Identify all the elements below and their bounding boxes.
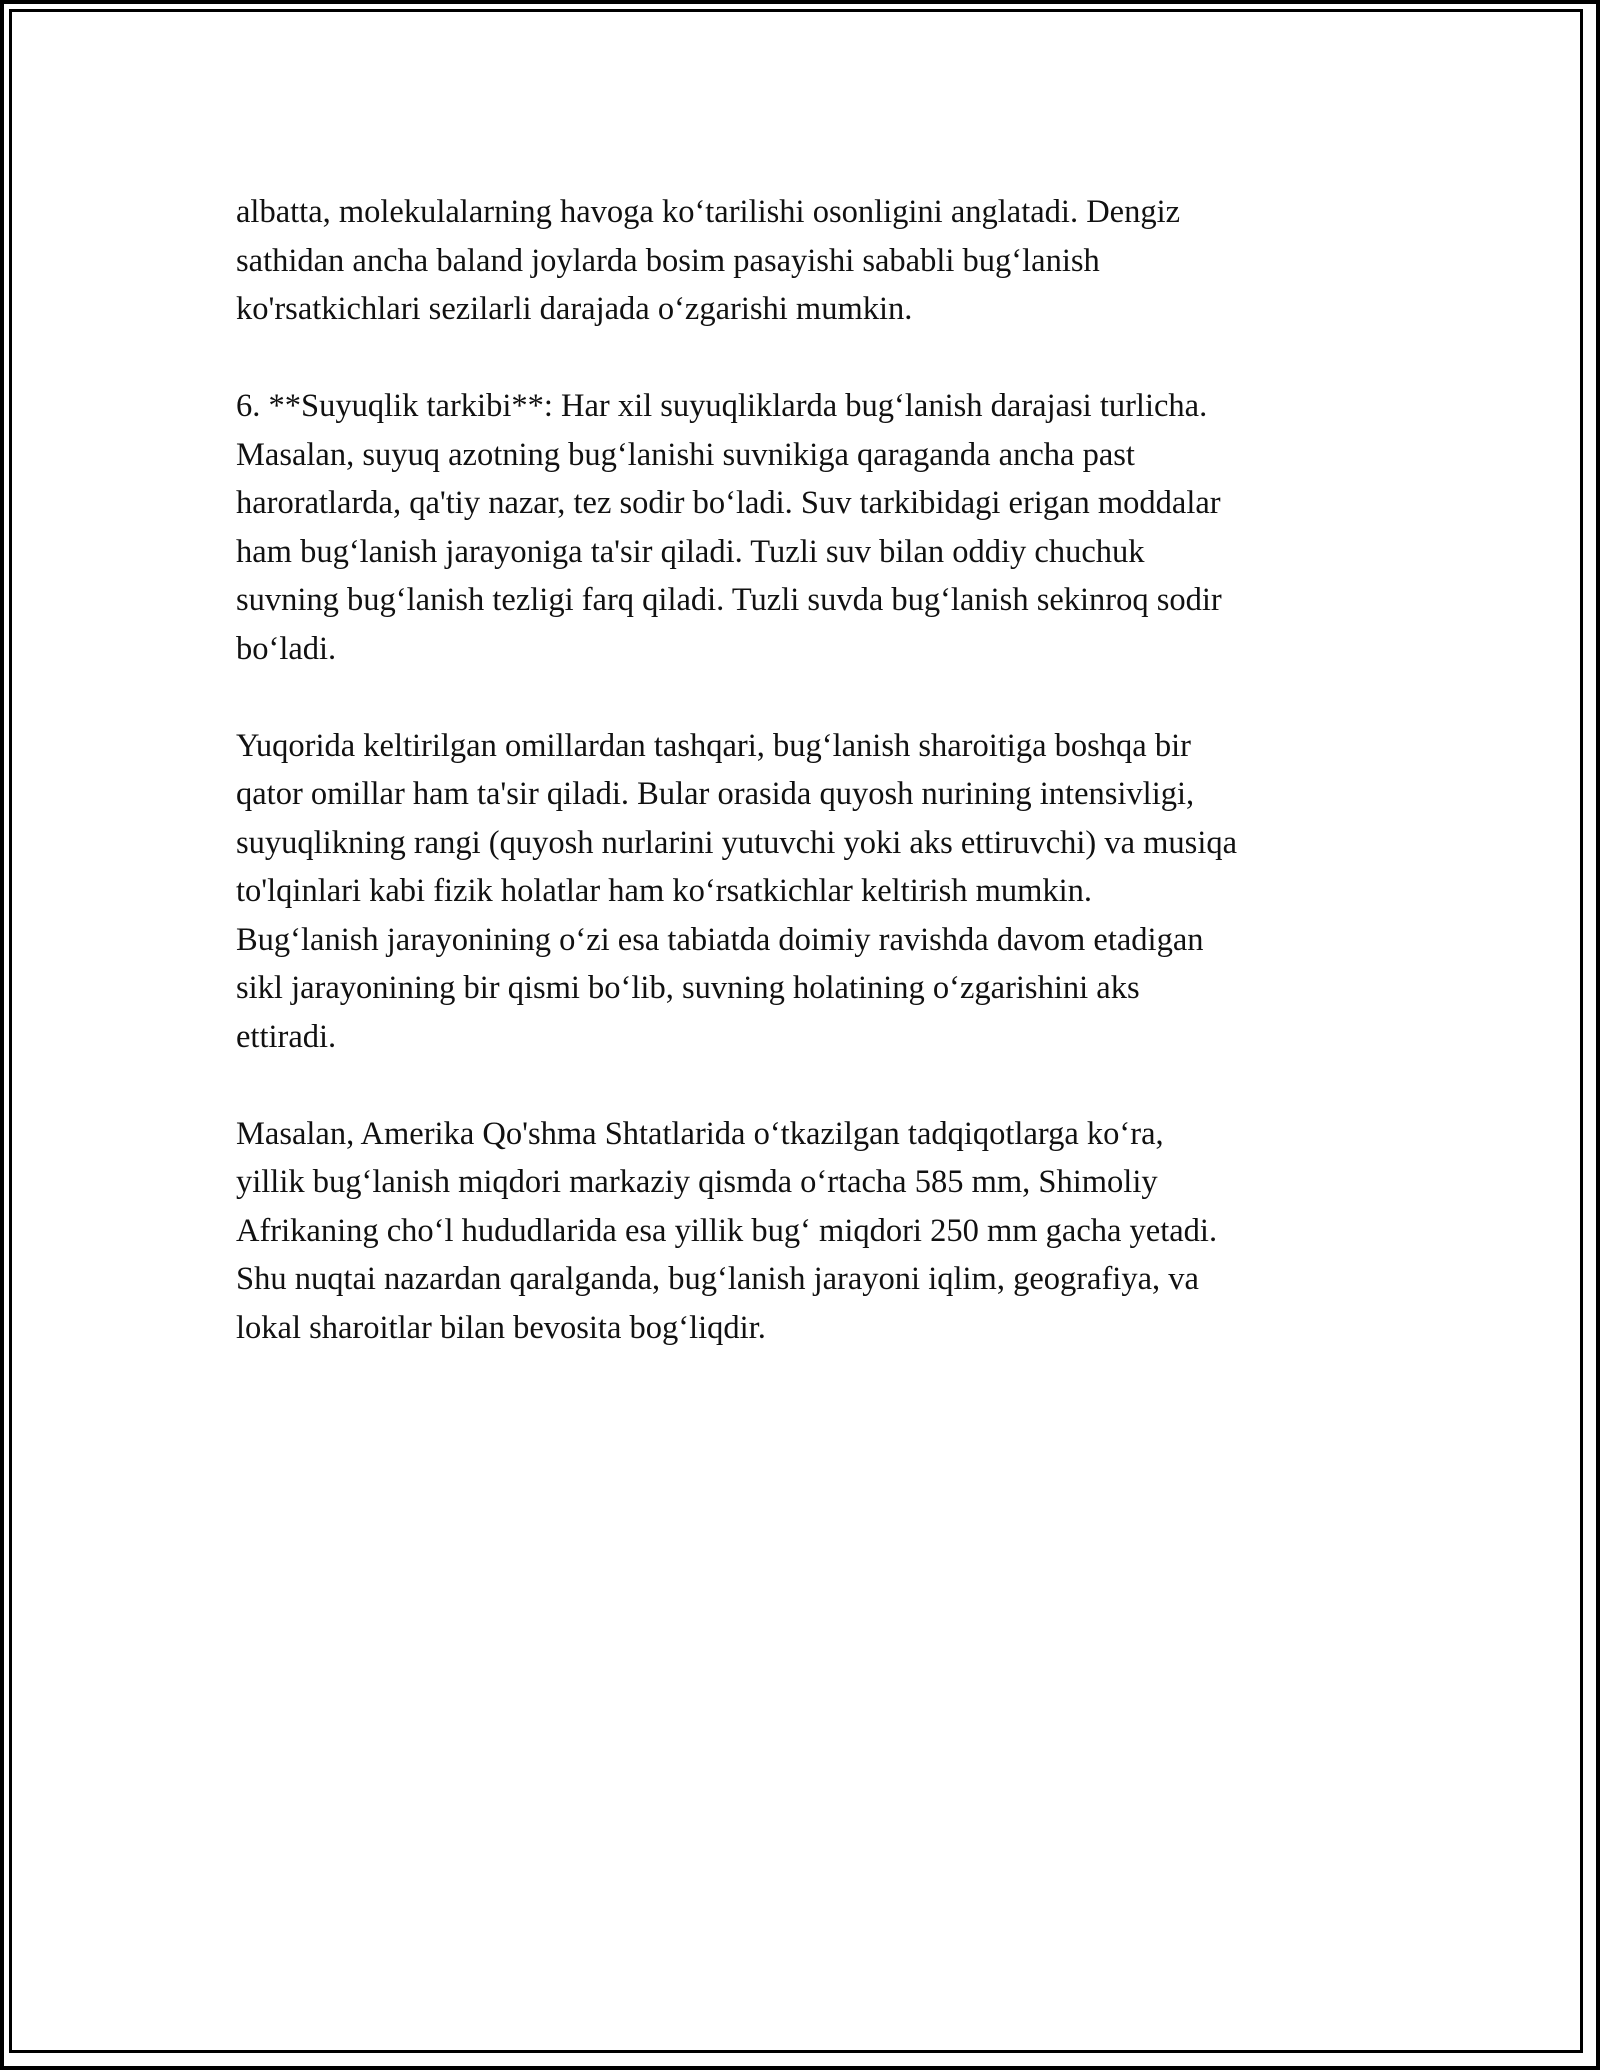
paragraph-examples: Masalan, Amerika Qo'shma Shtatlarida o‘tkazilgan tadqiqotlarga ko‘ra, yillik bug‘lanish miqdori markaziy qismda o‘rtacha 585 mm, Shimoliy Afrikaning cho‘l hududlarida esa yillik bug‘ miqdori 250 mm gacha yetadi. Shu nuqtai nazardan qaralganda, bug‘lanish jarayoni iqlim, geografiya, va lokal sharoitlar bilan bevosita bog‘liqdir. xyxy=(236,1115,1218,1346)
paragraph-other-factors: Yuqorida keltirilgan omillardan tashqari, bug‘lanish sharoitiga boshqa bir qator omillar ham ta'sir qiladi. Bular orasida quyosh nurining intensivligi, suyuqlikning rangi (quyosh nurlarini yutuvchi yoki aks ettiruvchi) va musiqa to'lqinlari kabi fizik holatlar ham ko‘rsatkichlar keltirish mumkin. Bug‘lanish jarayonining o‘zi esa tabiatda doimiy ravishda davom etadigan sikl jarayonining bir qismi bo‘lib, suvning holatining o‘zgarishini aks ettiradi. xyxy=(236,727,1238,1055)
paragraph-pressure-continued: albatta, molekulalarning havoga ko‘tarilishi osonligini anglatadi. Dengiz sathidan ancha baland joylarda bosim pasayishi sababli bug‘lanish ko'rsatkichlari sezilarli darajada o‘zgarishi mumkin. xyxy=(236,194,1181,327)
document-body xyxy=(236,188,1376,1401)
paragraph-liquid-composition: 6. **Suyuqlik tarkibi**: Har xil suyuqliklarda bug‘lanish darajasi turlicha. Masalan, suyuq azotning bug‘lanishi suvnikiga qaraganda ancha past haroratlarda, qa'tiy nazar, tez sodir bo‘ladi. Suv tarkibidagi erigan moddalar ham bug‘lanish jarayoniga ta'sir qiladi. Tuzli suv bilan oddiy chuchuk suvning bug‘lanish tezligi farq qiladi. Tuzli suvda bug‘lanish sekinroq sodir bo‘ladi. xyxy=(236,388,1222,667)
